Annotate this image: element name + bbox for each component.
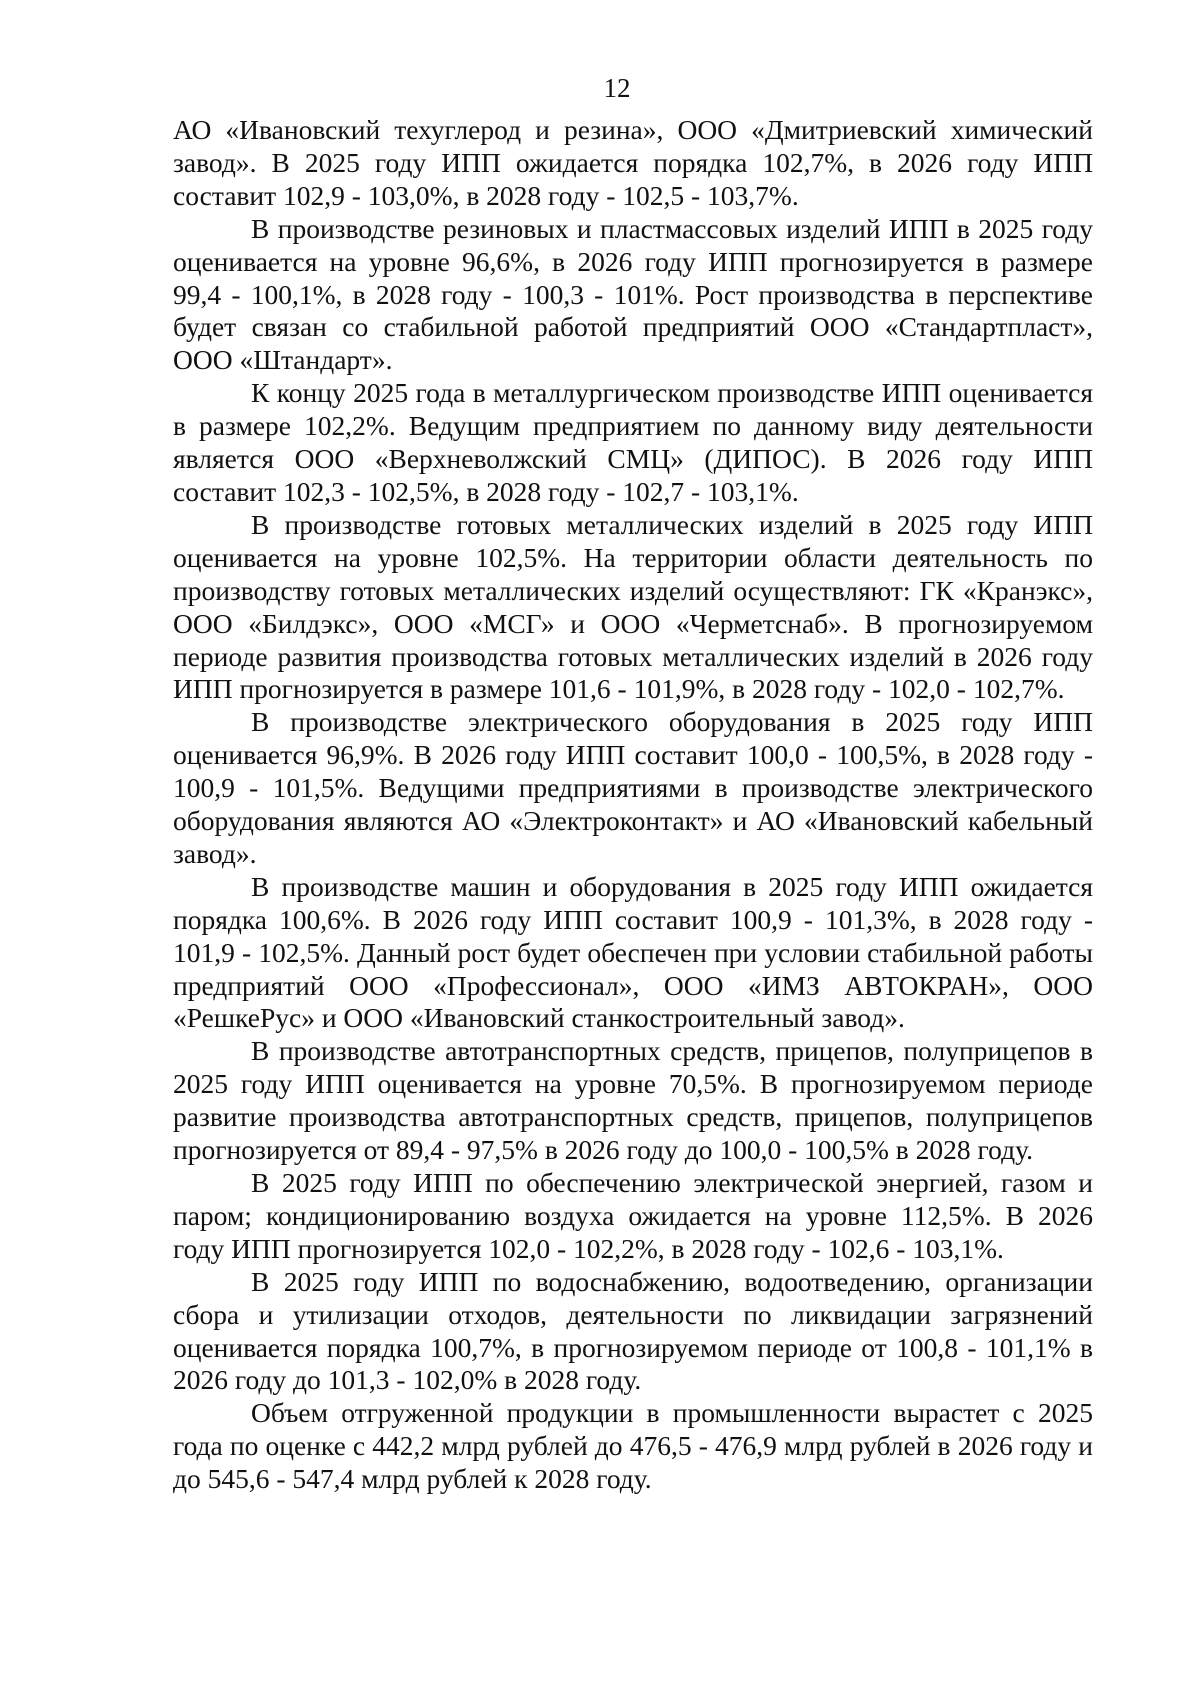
paragraph-rubber-plastics: В производстве резиновых и пластмассовых изделий ИПП в 2025 году оценивается на уровне 96,6%, в 2026 году ИПП прогнозируется в размере 99,4 - 100,1%, в 2028 году - 100,3 - 101%. Рост производства в перспективе будет связан со стабильной работой предприятий ООО «Стандартпласт», ООО «Штандарт». — [173, 212, 1093, 376]
paragraph-metal-products: В производстве готовых металлических изделий в 2025 году ИПП оценивается на уровне 102,5%. На территории области деятельность по производству готовых металлических изделий осуществляют: ГК «Кранэкс», ООО «Билдэкс», ООО «МСГ» и ООО «Черметснаб». В прогнозируемом периоде развития производства готовых металлических изделий в 2026 году ИПП прогнозируется в размере 101,6 - 101,9%, в 2028 году - 102,0 - 102,7%. — [173, 508, 1093, 705]
paragraph-chemical-industry: АО «Ивановский техуглерод и резина», ООО «Дмитриевский химический завод». В 2025 году ИПП ожидается порядка 102,7%, в 2026 году ИПП составит 102,9 - 103,0%, в 2028 году - 102,5 - 103,7%. — [173, 114, 1093, 211]
paragraph-energy-supply: В 2025 году ИПП по обеспечению электрической энергией, газом и паром; кондиционированию воздуха ожидается на уровне 112,5%. В 2026 году ИПП прогнозируется 102,0 - 102,2%, в 2028 году - 102,6 - 103,1%. — [173, 1167, 1093, 1264]
document-body — [173, 114, 1093, 1496]
page-number: 12 — [603, 73, 631, 103]
paragraph-metallurgy: К концу 2025 года в металлургическом производстве ИПП оценивается в размере 102,2%. Ведущим предприятием по данному виду деятельности является ООО «Верхневолжский СМЦ» (ДИПОС). В 2026 году ИПП составит 102,3 - 102,5%, в 2028 году - 102,7 - 103,1%. — [173, 377, 1093, 507]
paragraph-shipped-products: Объем отгруженной продукции в промышленности вырастет с 2025 года по оценке с 442,2 млрд рублей до 476,5 - 476,9 млрд рублей в 2026 году и до 545,6 - 547,4 млрд рублей к 2028 году. — [173, 1397, 1093, 1495]
paragraph-electrical-equipment: В производстве электрического оборудования в 2025 году ИПП оценивается 96,9%. В 2026 году ИПП составит 100,0 - 100,5%, в 2028 году - 100,9 - 101,5%. Ведущими предприятиями в производстве электрического оборудования являются АО «Электроконтакт» и АО «Ивановский кабельный завод». — [173, 706, 1093, 869]
paragraph-machinery: В производстве машин и оборудования в 2025 году ИПП ожидается порядка 100,6%. В 2026 году ИПП составит 100,9 - 101,3%, в 2028 году - 101,9 - 102,5%. Данный рост будет обеспечен при условии стабильной работы предприятий ООО «Профессионал», ООО «ИМЗ АВТОКРАН», ООО «РешкеРус» и ООО «Ивановский станкостроительный завод». — [173, 870, 1093, 1034]
paragraph-motor-vehicles: В производстве автотранспортных средств, прицепов, полуприцепов в 2025 году ИПП оценивается на уровне 70,5%. В прогнозируемом периоде развитие производства автотранспортных средств, прицепов, полуприцепов прогнозируется от 89,4 - 97,5% в 2026 году до 100,0 - 100,5% в 2028 году. — [173, 1035, 1093, 1166]
paragraph-water-supply: В 2025 году ИПП по водоснабжению, водоотведению, организации сбора и утилизации отходов, деятельности по ликвидации загрязнений оценивается порядка 100,7%, в прогнозируемом периоде от 100,8 - 101,1% в 2026 году до 101,3 - 102,0% в 2028 году. — [173, 1265, 1093, 1396]
